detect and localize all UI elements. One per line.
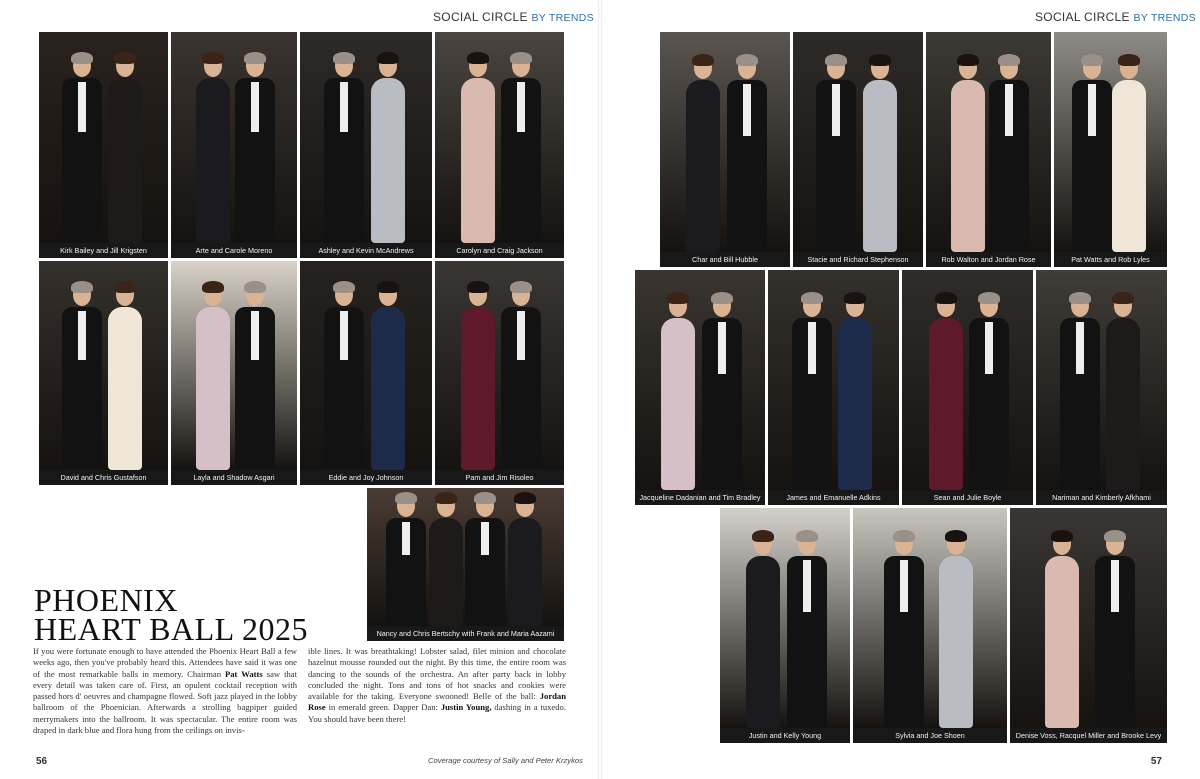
shirt-front xyxy=(517,82,525,131)
photo-caption: Kirk Bailey and Jill Krigsten xyxy=(39,243,168,258)
hair xyxy=(978,292,1000,304)
tuxedo-figure xyxy=(884,556,924,728)
section-label: SOCIAL CIRCLE xyxy=(433,10,528,24)
photo-caption: David and Chris Gustafson xyxy=(39,470,168,485)
hair xyxy=(945,530,967,542)
article-text: saw that every detail was taken care of. First, an opulent cocktail reception with passed hors d' oeuvres and champagne flowed. Soft jazz played in the lobby ballroom of the Phoenician. Afterwards a strolling bagpiper guided merrymakers into the ballroom. It was spectacular. The entire room was draped in dark blue and flora hung from the ceilings on invis- xyxy=(33,668,297,736)
shirt-front xyxy=(78,311,86,360)
gown-figure xyxy=(929,318,963,490)
gown-figure xyxy=(196,78,230,243)
hair xyxy=(333,281,355,293)
gown-figure xyxy=(461,78,495,243)
event-photo xyxy=(902,270,1033,505)
hair xyxy=(244,281,266,293)
photo-scene xyxy=(793,32,923,252)
photo-scene xyxy=(853,508,1007,728)
gown-figure xyxy=(461,307,495,470)
photo-caption: Nariman and Kimberly Afkhami xyxy=(1036,490,1167,505)
hair xyxy=(869,54,891,66)
article-column-1 xyxy=(33,646,297,736)
photo-caption: Justin and Kelly Young xyxy=(720,728,850,743)
gown-figure xyxy=(371,307,405,470)
event-photo xyxy=(926,32,1051,267)
shirt-front xyxy=(1111,560,1119,611)
hair xyxy=(711,292,733,304)
photo-scene xyxy=(660,32,790,252)
shirt-front xyxy=(402,522,410,554)
event-photo xyxy=(171,32,297,258)
shirt-front xyxy=(340,82,348,131)
article-title xyxy=(34,582,309,647)
article-text: dashing in a tuxedo. You should have been there! xyxy=(308,702,566,724)
article-text: If you were fortunate enough to have attended the Phoenix Heart Ball a few weeks ago, then you've probably heard this. Attendees have said it was one of the most remarkable balls in memory. Chairman xyxy=(33,646,297,679)
gown-figure xyxy=(108,78,142,243)
photo-caption: Denise Voss, Racquel Miller and Brooke Levy xyxy=(1010,728,1167,743)
page-number-left: 56 xyxy=(36,756,48,767)
event-photo xyxy=(853,508,1007,743)
gown-figure xyxy=(838,318,872,490)
event-photo xyxy=(1010,508,1167,743)
gown-figure xyxy=(1045,556,1079,728)
hair xyxy=(752,530,774,542)
photo-caption: Nancy and Chris Bertschy with Frank and Maria Aazami xyxy=(367,626,564,641)
shirt-front xyxy=(481,522,489,554)
photo-scene xyxy=(367,488,564,626)
event-photo xyxy=(660,32,790,267)
title-line-2: HEART BALL 2025 xyxy=(34,611,309,647)
hair xyxy=(957,54,979,66)
photo-caption: Pat Watts and Rob Lyles xyxy=(1054,252,1167,267)
tuxedo-figure xyxy=(235,307,275,470)
article-text: ible lines. It was breathtaking! Lobster salad, filet minion and chocolate hazelnut mousse rounded out the night. By this time, the entire room was dancing to the sounds of the orchestra. An after party back in lobby concluded the night. Tons and tons of hot snacks and cookies were available for the taking. Everyone swooned! Belle of the ball: xyxy=(308,646,566,702)
hair xyxy=(377,52,399,64)
photo-scene xyxy=(435,261,564,470)
tuxedo-figure xyxy=(235,78,275,243)
hair xyxy=(801,292,823,304)
shirt-front xyxy=(900,560,908,611)
event-photo xyxy=(720,508,850,743)
hair xyxy=(1081,54,1103,66)
hair xyxy=(1118,54,1140,66)
tuxedo-figure xyxy=(324,307,364,470)
shirt-front xyxy=(340,311,348,360)
photo-scene xyxy=(171,261,297,470)
hair xyxy=(893,530,915,542)
tuxedo-figure xyxy=(386,518,426,626)
hair xyxy=(1051,530,1073,542)
tuxedo-figure xyxy=(702,318,742,490)
photo-caption: Ashley and Kevin McAndrews xyxy=(300,243,432,258)
photo-scene xyxy=(39,32,168,243)
shirt-front xyxy=(517,311,525,360)
event-photo xyxy=(171,261,297,485)
gown-figure xyxy=(371,78,405,243)
hair xyxy=(510,52,532,64)
shirt-front xyxy=(1005,84,1013,135)
shirt-front xyxy=(1088,84,1096,135)
photo-scene xyxy=(300,32,432,243)
event-photo xyxy=(1036,270,1167,505)
gown-figure xyxy=(1112,80,1146,252)
article-column-2 xyxy=(308,646,566,725)
photo-scene xyxy=(435,32,564,243)
photo-caption: Carolyn and Craig Jackson xyxy=(435,243,564,258)
hair xyxy=(825,54,847,66)
hair xyxy=(1104,530,1126,542)
hair xyxy=(435,492,457,504)
photo-caption: Sylvia and Joe Shoen xyxy=(853,728,1007,743)
photo-caption: Sean and Julie Boyle xyxy=(902,490,1033,505)
hair xyxy=(935,292,957,304)
left-page-header xyxy=(433,10,594,24)
right-page-header xyxy=(1035,10,1196,24)
hair xyxy=(474,492,496,504)
gown-figure xyxy=(686,80,720,252)
tuxedo-figure xyxy=(1072,80,1112,252)
hair xyxy=(114,281,136,293)
photo-credit: Coverage courtesy of Sally and Peter Krzykos xyxy=(428,756,583,765)
tuxedo-figure xyxy=(501,78,541,243)
highlighted-name: Pat Watts xyxy=(225,668,263,679)
photo-scene xyxy=(1054,32,1167,252)
event-photo xyxy=(367,488,564,641)
photo-caption: James and Emanuelle Adkins xyxy=(768,490,899,505)
hair xyxy=(114,52,136,64)
hair xyxy=(796,530,818,542)
tuxedo-figure xyxy=(727,80,767,252)
photo-scene xyxy=(635,270,765,490)
event-photo xyxy=(435,32,564,258)
gown-figure xyxy=(508,518,542,626)
tuxedo-figure xyxy=(1060,318,1100,490)
article-text: in emerald green. Dapper Dan: xyxy=(325,702,441,713)
hair xyxy=(244,52,266,64)
tuxedo-figure xyxy=(324,78,364,243)
gown-figure xyxy=(863,80,897,252)
title-line-1: PHOENIX xyxy=(34,582,178,618)
tuxedo-figure xyxy=(787,556,827,728)
event-photo xyxy=(793,32,923,267)
hair xyxy=(667,292,689,304)
event-photo xyxy=(635,270,765,505)
shirt-front xyxy=(78,82,86,131)
photo-scene xyxy=(300,261,432,470)
shirt-front xyxy=(251,311,259,360)
tuxedo-figure xyxy=(1095,556,1135,728)
gown-figure xyxy=(746,556,780,728)
event-photo xyxy=(1054,32,1167,267)
event-photo xyxy=(300,32,432,258)
shirt-front xyxy=(803,560,811,611)
tuxedo-figure xyxy=(62,307,102,470)
photo-caption: Eddie and Joy Johnson xyxy=(300,470,432,485)
section-label: SOCIAL CIRCLE xyxy=(1035,10,1130,24)
tuxedo-figure xyxy=(816,80,856,252)
tuxedo-figure xyxy=(989,80,1029,252)
photo-scene xyxy=(720,508,850,728)
highlighted-name: Jordan Rose xyxy=(308,691,566,713)
hair xyxy=(844,292,866,304)
hair xyxy=(202,52,224,64)
photo-caption: Rob Walton and Jordan Rose xyxy=(926,252,1051,267)
shirt-front xyxy=(718,322,726,373)
page-number-right: 57 xyxy=(1150,756,1162,767)
hair xyxy=(1069,292,1091,304)
hair xyxy=(467,52,489,64)
tuxedo-figure xyxy=(969,318,1009,490)
photo-scene xyxy=(768,270,899,490)
photo-caption: Arte and Carole Moreno xyxy=(171,243,297,258)
hair xyxy=(514,492,536,504)
hair xyxy=(71,281,93,293)
shirt-front xyxy=(251,82,259,131)
gown-figure xyxy=(661,318,695,490)
shirt-front xyxy=(743,84,751,135)
tuxedo-figure xyxy=(501,307,541,470)
photo-scene xyxy=(1036,270,1167,490)
event-photo xyxy=(435,261,564,485)
brand-label: BY TRENDS xyxy=(1133,12,1196,24)
photo-scene xyxy=(1010,508,1167,728)
tuxedo-figure xyxy=(62,78,102,243)
photo-scene xyxy=(902,270,1033,490)
hair xyxy=(202,281,224,293)
photo-scene xyxy=(39,261,168,470)
hair xyxy=(510,281,532,293)
photo-caption: Jacqueline Dadanian and Tim Bradley xyxy=(635,490,765,505)
tuxedo-figure xyxy=(792,318,832,490)
photo-caption: Char and Bill Hubble xyxy=(660,252,790,267)
photo-caption: Layla and Shadow Asgari xyxy=(171,470,297,485)
event-photo xyxy=(39,261,168,485)
brand-label: BY TRENDS xyxy=(531,12,594,24)
shirt-front xyxy=(1076,322,1084,373)
event-photo xyxy=(768,270,899,505)
hair xyxy=(692,54,714,66)
hair xyxy=(377,281,399,293)
shirt-front xyxy=(832,84,840,135)
hair xyxy=(467,281,489,293)
photo-caption: Pam and Jim Risoleo xyxy=(435,470,564,485)
event-photo xyxy=(39,32,168,258)
photo-caption: Stacie and Richard Stephenson xyxy=(793,252,923,267)
gown-figure xyxy=(951,80,985,252)
gown-figure xyxy=(1106,318,1140,490)
hair xyxy=(71,52,93,64)
hair xyxy=(395,492,417,504)
tuxedo-figure xyxy=(465,518,505,626)
gown-figure xyxy=(196,307,230,470)
shirt-front xyxy=(808,322,816,373)
photo-scene xyxy=(926,32,1051,252)
shirt-front xyxy=(985,322,993,373)
hair xyxy=(736,54,758,66)
gown-figure xyxy=(429,518,463,626)
page-gutter xyxy=(598,0,602,779)
highlighted-name: Justin Young, xyxy=(440,702,492,713)
gown-figure xyxy=(939,556,973,728)
event-photo xyxy=(300,261,432,485)
hair xyxy=(1112,292,1134,304)
gown-figure xyxy=(108,307,142,470)
hair xyxy=(333,52,355,64)
photo-scene xyxy=(171,32,297,243)
hair xyxy=(998,54,1020,66)
